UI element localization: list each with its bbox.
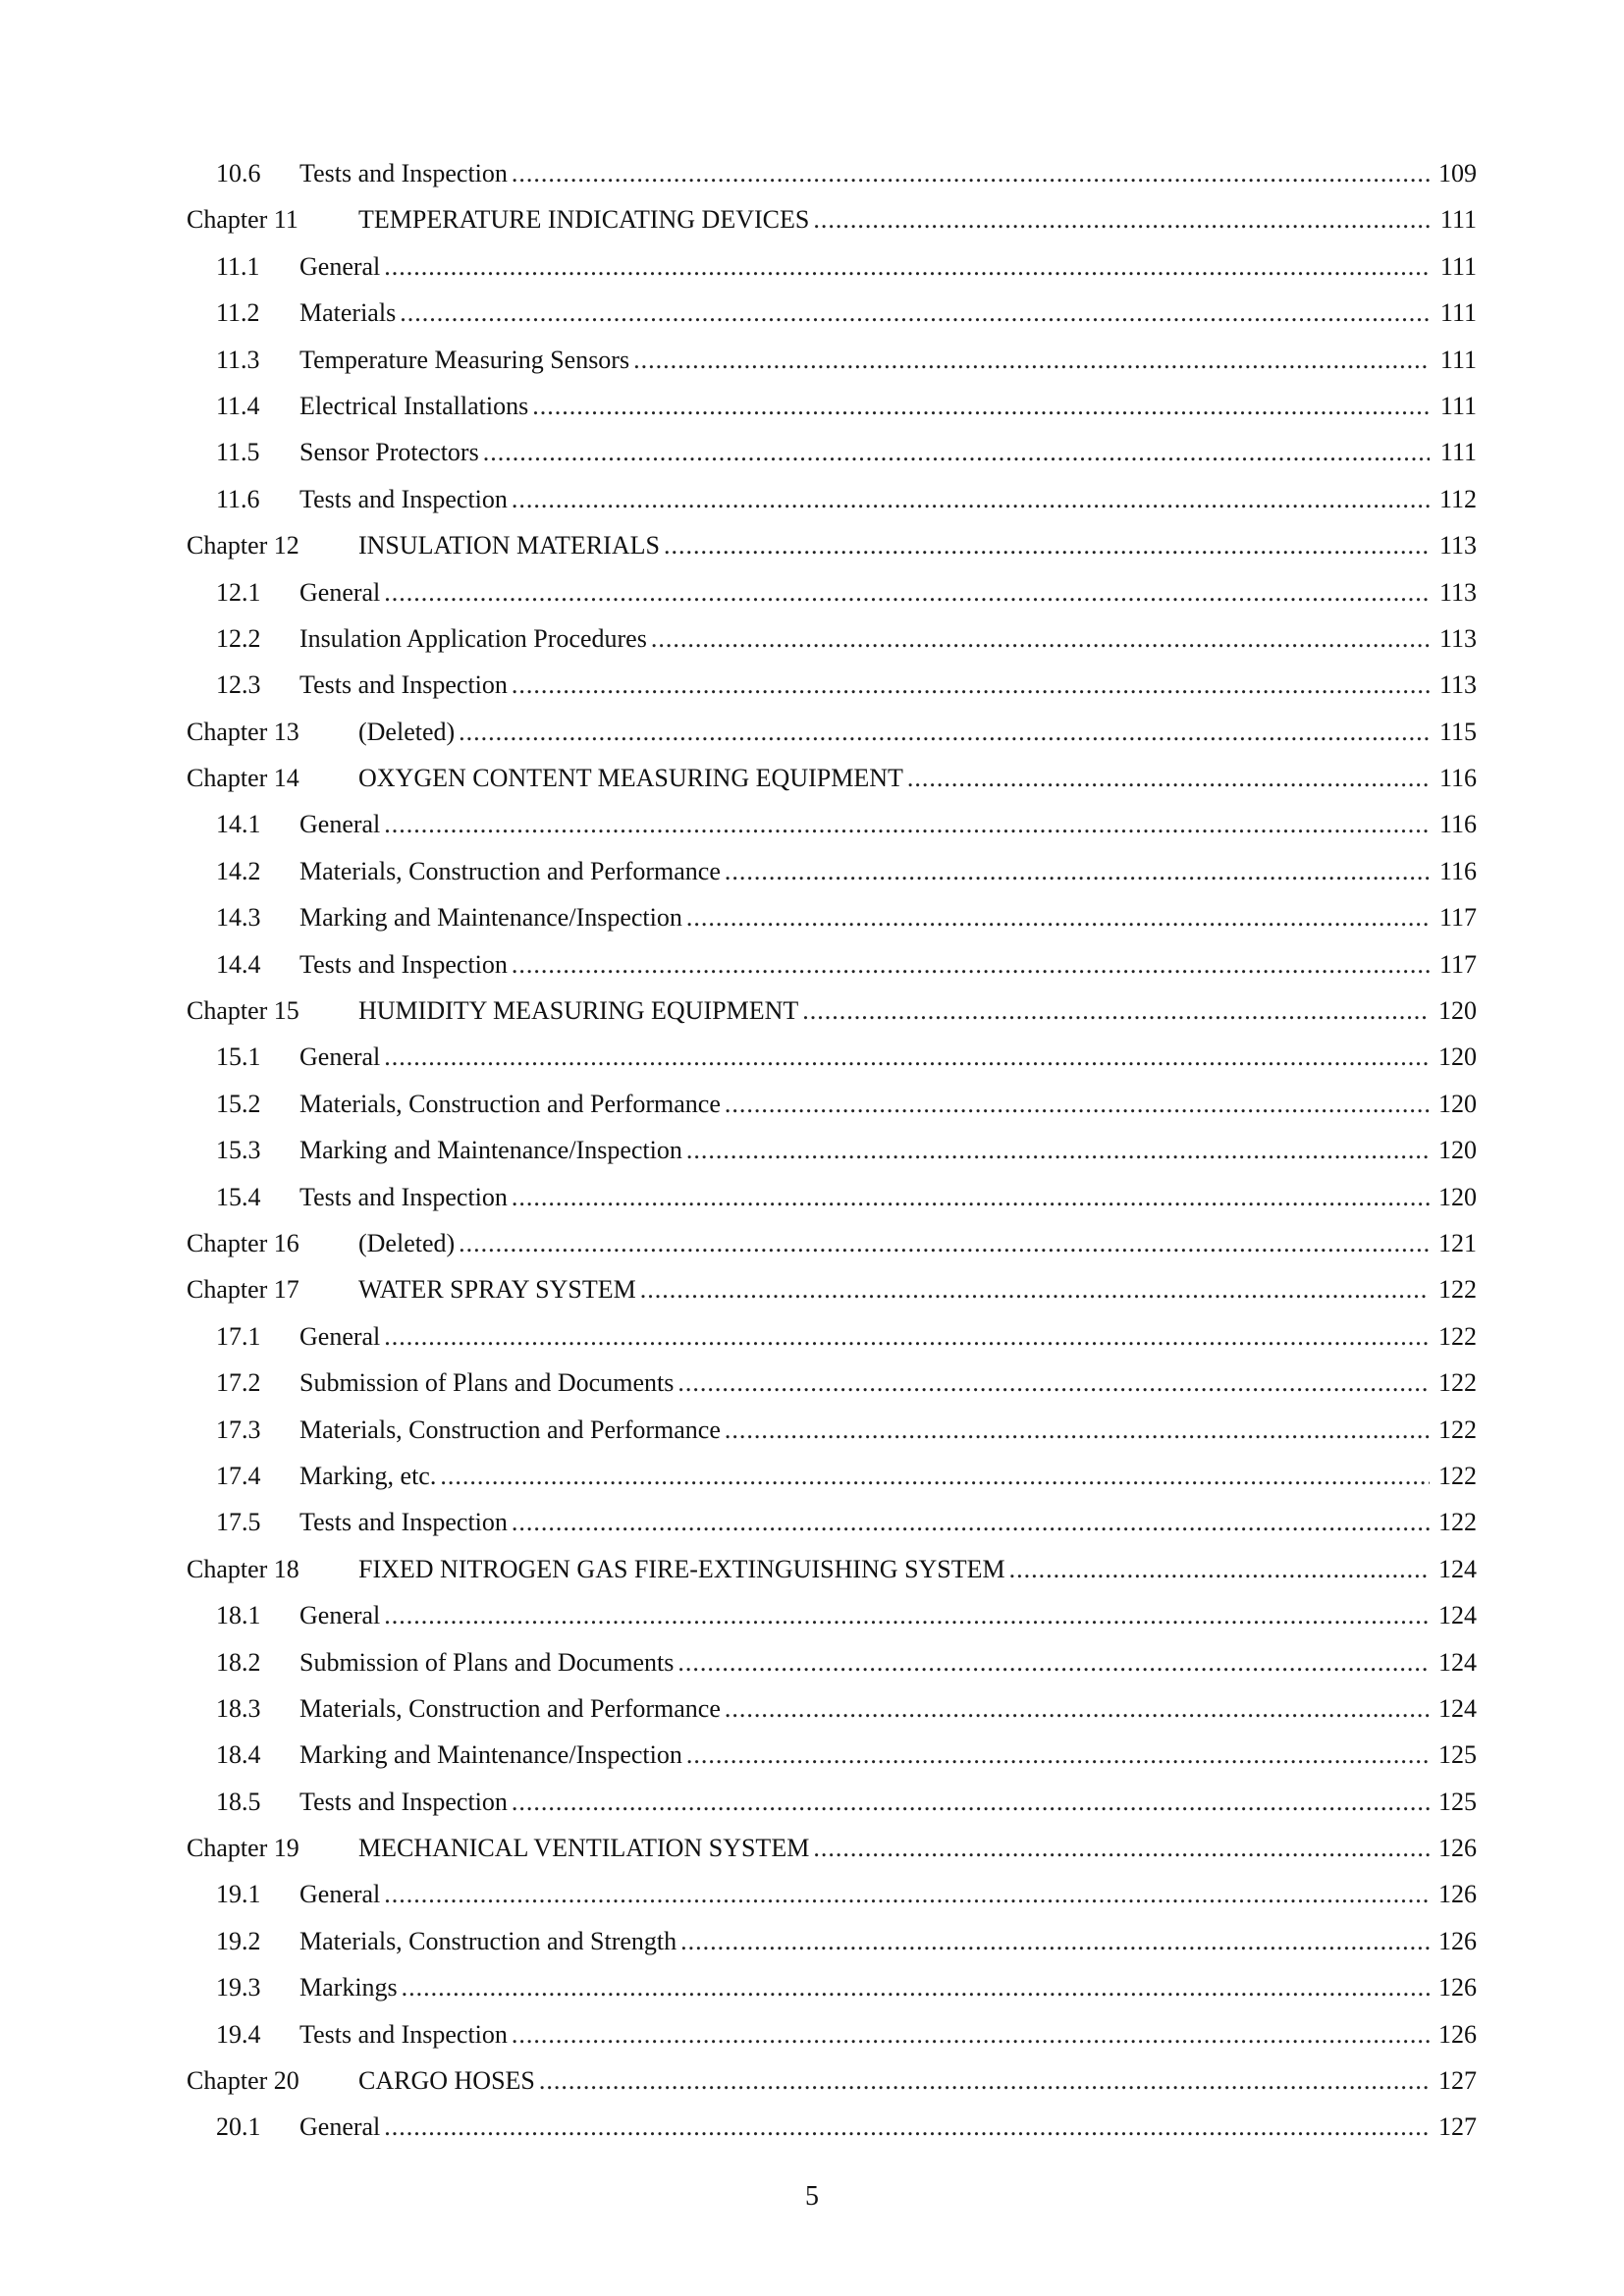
toc-section-entry (187, 894, 1477, 940)
toc-entry-number: 19.1 (216, 1880, 261, 1909)
toc-entry-number: 20.1 (216, 2112, 261, 2142)
toc-section-entry (187, 941, 1477, 988)
toc-entry-number: Chapter 17 (187, 1275, 299, 1305)
toc-entry-number: Chapter 13 (187, 717, 299, 746)
dot-leader (384, 569, 1430, 615)
toc-entry-number: 18.4 (216, 1740, 261, 1770)
toc-entry-title: Marking and Maintenance/Inspection (299, 1136, 682, 1165)
toc-entry-page: 126 (1438, 2019, 1477, 2049)
toc-entry-title: CARGO HOSES (358, 2066, 535, 2096)
toc-entry-number: 11.5 (216, 438, 260, 467)
toc-entry-title: (Deleted) (358, 717, 456, 746)
toc-entry-title: Tests and Inspection (299, 1508, 508, 1537)
dot-leader (384, 2104, 1430, 2150)
toc-entry-number: 14.2 (216, 856, 261, 885)
toc-entry-number: 17.4 (216, 1461, 261, 1490)
toc-chapter-entry (187, 1220, 1477, 1266)
dot-leader (813, 1825, 1430, 1871)
dot-leader (686, 1127, 1430, 1173)
dot-leader (677, 1360, 1430, 1406)
toc-entry-page: 126 (1438, 1973, 1477, 2002)
toc-entry-page: 111 (1439, 205, 1477, 235)
toc-entry-page: 120 (1438, 996, 1477, 1026)
dot-leader (686, 1732, 1430, 1778)
toc-entry-title: General (299, 1601, 381, 1630)
toc-section-entry (187, 1964, 1477, 2010)
dot-leader (640, 1266, 1430, 1312)
toc-entry-number: Chapter 18 (187, 1554, 299, 1583)
toc-entry-page: 120 (1438, 1182, 1477, 1211)
toc-entry-title: Tests and Inspection (299, 2019, 508, 2049)
toc-entry-number: Chapter 12 (187, 531, 299, 561)
toc-section-entry (187, 337, 1477, 383)
dot-leader (459, 709, 1430, 755)
toc-section-entry (187, 662, 1477, 708)
toc-section-entry (187, 1407, 1477, 1453)
toc-section-entry (187, 569, 1477, 615)
toc-section-entry (187, 429, 1477, 475)
toc-entry-number: 11.6 (216, 484, 260, 513)
toc-entry-page: 113 (1438, 577, 1477, 607)
toc-entry-page: 111 (1439, 298, 1477, 328)
toc-entry-title: Sensor Protectors (299, 438, 479, 467)
toc-entry-title: TEMPERATURE INDICATING DEVICES (358, 205, 810, 235)
toc-section-entry (187, 1499, 1477, 1545)
dot-leader (384, 1313, 1430, 1360)
toc-section-entry (187, 476, 1477, 522)
toc-entry-title: FIXED NITROGEN GAS FIRE-EXTINGUISHING SYSTEM (358, 1554, 1005, 1583)
toc-entry-title: Electrical Installations (299, 391, 529, 420)
dot-leader (384, 801, 1430, 847)
toc-section-entry (187, 1592, 1477, 1638)
dot-leader (512, 2011, 1430, 2057)
toc-entry-page: 126 (1438, 1880, 1477, 1909)
toc-entry-page: 125 (1438, 1787, 1477, 1816)
toc-entry-page: 113 (1438, 623, 1477, 653)
toc-entry-title: Insulation Application Procedures (299, 623, 647, 653)
toc-entry-number: 17.1 (216, 1321, 261, 1351)
dot-leader (512, 476, 1430, 522)
toc-entry-page: 125 (1438, 1740, 1477, 1770)
toc-entry-page: 111 (1439, 391, 1477, 420)
dot-leader (633, 337, 1430, 383)
toc-entry-number: 18.1 (216, 1601, 261, 1630)
toc-section-entry (187, 1127, 1477, 1173)
toc-entry-number: 18.5 (216, 1787, 261, 1816)
toc-entry-title: Tests and Inspection (299, 484, 508, 513)
toc-entry-page: 109 (1438, 159, 1477, 187)
toc-section-entry (187, 1034, 1477, 1080)
dot-leader (725, 1407, 1430, 1453)
dot-leader (686, 894, 1430, 940)
toc-entry-title: Tests and Inspection (299, 949, 508, 979)
dot-leader (512, 662, 1430, 708)
toc-entry-title: Materials, Construction and Performance (299, 1089, 721, 1118)
toc-section-entry (187, 1871, 1477, 1917)
dot-leader (402, 1964, 1430, 2010)
toc-section-entry (187, 1174, 1477, 1220)
toc-entry-number: Chapter 11 (187, 205, 298, 235)
toc-section-entry (187, 1639, 1477, 1685)
toc-entry-number: Chapter 19 (187, 1834, 299, 1863)
toc-entry-title: General (299, 1321, 381, 1351)
toc-entry-number: 10.6 (216, 159, 261, 187)
toc-entry-title: General (299, 577, 381, 607)
dot-leader (1009, 1546, 1430, 1592)
toc-entry-page: 124 (1438, 1693, 1477, 1723)
toc-entry-number: 15.3 (216, 1136, 261, 1165)
dot-leader (532, 383, 1430, 429)
toc-chapter-entry (187, 755, 1477, 801)
toc-entry-title: (Deleted) (358, 1228, 456, 1257)
toc-entry-page: 116 (1438, 810, 1477, 839)
toc-entry-page: 121 (1438, 1228, 1477, 1257)
toc-entry-page: 124 (1438, 1647, 1477, 1677)
toc-entry-title: INSULATION MATERIALS (358, 531, 660, 561)
toc-chapter-entry (187, 196, 1477, 242)
toc-entry-number: 19.2 (216, 1926, 261, 1955)
toc-entry-title: Materials, Construction and Performance (299, 1415, 721, 1444)
toc-entry-number: 17.5 (216, 1508, 261, 1537)
toc-entry-title: Tests and Inspection (299, 670, 508, 700)
toc-entry-title: Tests and Inspection (299, 1182, 508, 1211)
toc-section-entry (187, 150, 1477, 196)
toc-entry-number: 11.1 (216, 251, 260, 281)
toc-section-entry (187, 243, 1477, 290)
dot-leader (440, 1453, 1430, 1499)
toc-entry-title: General (299, 2112, 381, 2142)
toc-entry-page: 122 (1438, 1321, 1477, 1351)
toc-entry-page: 111 (1439, 345, 1477, 374)
toc-entry-title: Temperature Measuring Sensors (299, 345, 630, 374)
toc-entry-title: General (299, 1880, 381, 1909)
dot-leader (725, 1685, 1430, 1732)
toc-entry-title: Materials, Construction and Strength (299, 1926, 677, 1955)
toc-entry-page: 116 (1438, 856, 1477, 885)
toc-entry-title: WATER SPRAY SYSTEM (358, 1275, 636, 1305)
toc-section-entry (187, 383, 1477, 429)
toc-chapter-entry (187, 1266, 1477, 1312)
toc-section-entry (187, 615, 1477, 662)
toc-section-entry (187, 1685, 1477, 1732)
toc-entry-page: 127 (1438, 2112, 1477, 2142)
dot-leader (725, 848, 1430, 894)
toc-entry-page: 116 (1438, 764, 1477, 793)
toc-entry-number: 11.4 (216, 391, 260, 420)
dot-leader (680, 1918, 1430, 1964)
toc-entry-page: 122 (1438, 1461, 1477, 1490)
toc-entry-number: Chapter 16 (187, 1228, 299, 1257)
toc-entry-number: 15.4 (216, 1182, 261, 1211)
toc-section-entry (187, 2011, 1477, 2057)
toc-section-entry (187, 1360, 1477, 1406)
toc-entry-number: 12.1 (216, 577, 261, 607)
toc-entry-page: 120 (1438, 1089, 1477, 1118)
dot-leader (907, 755, 1430, 801)
toc-chapter-entry (187, 2057, 1477, 2104)
toc-chapter-entry (187, 1825, 1477, 1871)
dot-leader (384, 1871, 1430, 1917)
toc-entry-title: Materials, Construction and Performance (299, 856, 721, 885)
dot-leader (512, 1499, 1430, 1545)
dot-leader (512, 150, 1430, 196)
toc-entry-page: 124 (1438, 1554, 1477, 1583)
toc-entry-page: 111 (1439, 438, 1477, 467)
toc-entry-page: 117 (1438, 903, 1477, 933)
toc-section-entry (187, 1313, 1477, 1360)
page-number: 5 (805, 2181, 819, 2212)
toc-entry-title: Marking and Maintenance/Inspection (299, 903, 682, 933)
toc-section-entry (187, 848, 1477, 894)
toc-entry-page: 124 (1438, 1601, 1477, 1630)
toc-chapter-entry (187, 988, 1477, 1034)
toc-entry-title: Markings (299, 1973, 398, 2002)
dot-leader (512, 1174, 1430, 1220)
toc-entry-number: 19.4 (216, 2019, 261, 2049)
toc-entry-number: 14.3 (216, 903, 261, 933)
toc-entry-title: Materials, Construction and Performance (299, 1693, 721, 1723)
toc-chapter-entry (187, 709, 1477, 755)
toc-entry-number: 11.3 (216, 345, 260, 374)
toc-entry-page: 122 (1438, 1275, 1477, 1305)
toc-entry-number: Chapter 14 (187, 764, 299, 793)
toc-entry-title: Submission of Plans and Documents (299, 1647, 675, 1677)
toc-entry-number: 12.3 (216, 670, 261, 700)
toc-entry-title: Tests and Inspection (299, 159, 508, 187)
dot-leader (725, 1081, 1430, 1127)
dot-leader (802, 988, 1430, 1034)
toc-entry-page: 122 (1438, 1368, 1477, 1398)
toc-entry-title: Tests and Inspection (299, 1787, 508, 1816)
toc-entry-page: 113 (1438, 670, 1477, 700)
toc-entry-title: General (299, 251, 381, 281)
toc-entry-number: Chapter 20 (187, 2066, 299, 2096)
toc-chapter-entry (187, 1546, 1477, 1592)
dot-leader (384, 1034, 1430, 1080)
toc-entry-page: 122 (1438, 1508, 1477, 1537)
dot-leader (677, 1639, 1430, 1685)
toc-entry-title: MECHANICAL VENTILATION SYSTEM (358, 1834, 810, 1863)
toc-entry-title: HUMIDITY MEASURING EQUIPMENT (358, 996, 799, 1026)
toc-entry-number: 11.2 (216, 298, 260, 328)
toc-entry-number: 14.1 (216, 810, 261, 839)
toc-entry-number: 15.2 (216, 1089, 261, 1118)
toc-entry-page: 113 (1438, 531, 1477, 561)
toc-section-entry (187, 1732, 1477, 1778)
toc-entry-page: 112 (1438, 484, 1477, 513)
toc-entry-page: 127 (1438, 2066, 1477, 2096)
dot-leader (384, 1592, 1430, 1638)
dot-leader (512, 1779, 1430, 1825)
toc-entry-number: 14.4 (216, 949, 261, 979)
table-of-contents (187, 150, 1477, 2151)
toc-entry-number: 17.2 (216, 1368, 261, 1398)
toc-entry-page: 120 (1438, 1136, 1477, 1165)
toc-entry-page: 115 (1438, 717, 1477, 746)
toc-entry-title: Marking, etc. (299, 1461, 437, 1490)
toc-section-entry (187, 801, 1477, 847)
toc-entry-title: Submission of Plans and Documents (299, 1368, 675, 1398)
toc-entry-number: 12.2 (216, 623, 261, 653)
toc-section-entry (187, 1918, 1477, 1964)
dot-leader (400, 290, 1430, 336)
toc-entry-page: 122 (1438, 1415, 1477, 1444)
toc-entry-title: OXYGEN CONTENT MEASURING EQUIPMENT (358, 764, 903, 793)
toc-entry-title: General (299, 810, 381, 839)
toc-entry-title: General (299, 1042, 381, 1072)
toc-entry-page: 126 (1438, 1834, 1477, 1863)
dot-leader (539, 2057, 1430, 2104)
toc-section-entry (187, 2104, 1477, 2150)
toc-section-entry (187, 1779, 1477, 1825)
toc-entry-page: 120 (1438, 1042, 1477, 1072)
toc-section-entry (187, 1081, 1477, 1127)
dot-leader (813, 196, 1430, 242)
toc-entry-number: 17.3 (216, 1415, 261, 1444)
dot-leader (664, 522, 1430, 568)
toc-entry-page: 117 (1438, 949, 1477, 979)
dot-leader (483, 429, 1430, 475)
toc-entry-number: 18.2 (216, 1647, 261, 1677)
toc-entry-page: 111 (1439, 251, 1477, 281)
toc-entry-title: Materials (299, 298, 397, 328)
toc-section-entry (187, 290, 1477, 336)
toc-chapter-entry (187, 522, 1477, 568)
toc-entry-number: 18.3 (216, 1693, 261, 1723)
toc-entry-number: 19.3 (216, 1973, 261, 2002)
toc-entry-number: 15.1 (216, 1042, 261, 1072)
toc-section-entry (187, 1453, 1477, 1499)
dot-leader (459, 1220, 1430, 1266)
toc-entry-number: Chapter 15 (187, 996, 299, 1026)
toc-entry-page: 126 (1438, 1926, 1477, 1955)
dot-leader (512, 941, 1430, 988)
toc-entry-title: Marking and Maintenance/Inspection (299, 1740, 682, 1770)
dot-leader (651, 615, 1430, 662)
dot-leader (384, 243, 1430, 290)
